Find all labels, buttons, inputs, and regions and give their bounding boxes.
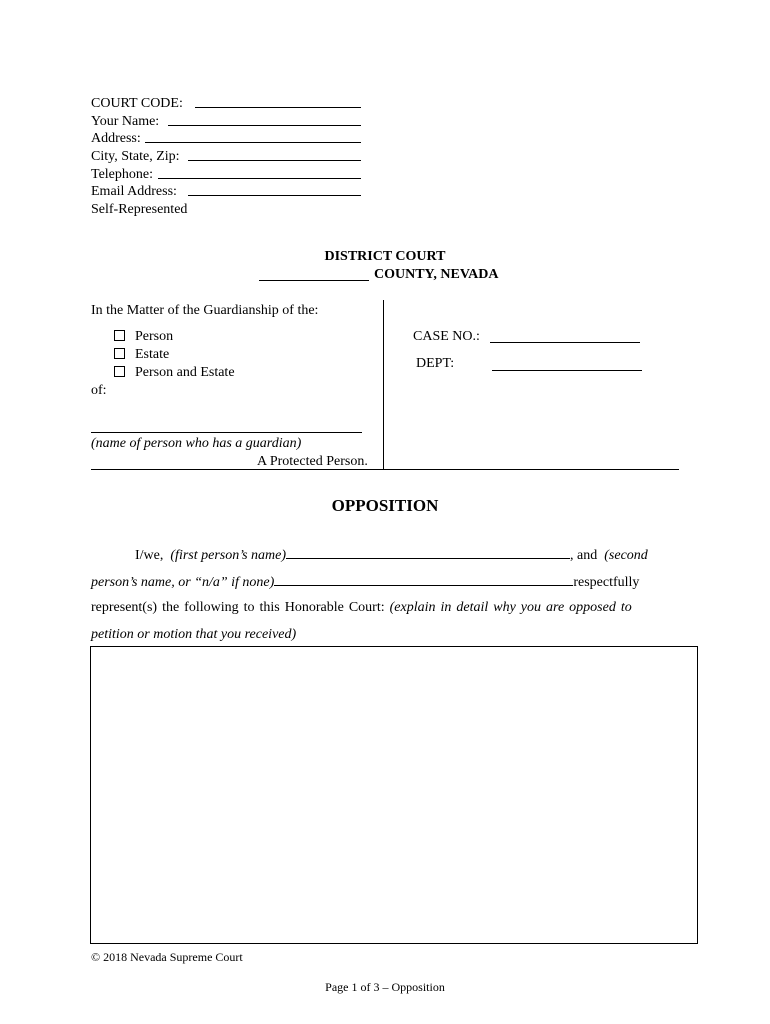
matter-label: In the Matter of the Guardianship of the: — [91, 303, 319, 318]
dept-field[interactable] — [492, 370, 642, 371]
body-line-1 — [91, 544, 675, 564]
iwe-text: I/we, — [135, 548, 164, 563]
body-line-2 — [91, 571, 675, 591]
option-person-and-estate-label: Person and Estate — [135, 365, 235, 380]
and-text: , and — [570, 548, 598, 563]
court-code-label: COURT CODE: — [91, 96, 183, 111]
case-no-label: CASE NO.: — [413, 329, 480, 344]
your-name-field[interactable] — [168, 125, 361, 126]
option-estate-label: Estate — [135, 347, 170, 362]
telephone-label: Telephone: — [91, 167, 153, 182]
address-row — [91, 130, 141, 148]
email-field[interactable] — [188, 195, 361, 196]
court-title: DISTRICT COURT — [324, 249, 446, 264]
body-line-3 — [91, 598, 675, 618]
option-estate[interactable] — [114, 346, 169, 364]
self-represented-row — [91, 201, 187, 219]
protected-person-label: A Protected Person. — [257, 454, 368, 469]
explanation-textarea[interactable] — [90, 646, 698, 944]
your-name-row — [91, 113, 159, 131]
address-field[interactable] — [145, 142, 361, 143]
address-label: Address: — [91, 131, 141, 146]
petition-hint: petition or motion that you received) — [91, 627, 297, 642]
caption-divider-vertical — [383, 300, 384, 469]
first-person-field[interactable] — [286, 544, 570, 559]
respectfully-text: respectfully — [573, 575, 640, 590]
checkbox-icon[interactable] — [114, 348, 125, 359]
protected-person-name-field[interactable] — [91, 432, 362, 433]
of-label: of: — [91, 383, 107, 398]
email-row — [91, 183, 177, 201]
court-code-row — [91, 95, 183, 113]
checkbox-icon[interactable] — [114, 366, 125, 377]
telephone-row — [91, 166, 153, 184]
city-state-zip-label: City, State, Zip: — [91, 149, 180, 164]
self-represented-label: Self-Represented — [91, 202, 188, 217]
second-person-hint-2: person’s name, or “n/a” if none) — [91, 575, 275, 590]
page-number: Page 1 of 3 – Opposition — [325, 980, 445, 994]
name-hint: (name of person who has a guardian) — [91, 436, 302, 451]
checkbox-icon[interactable] — [114, 330, 125, 341]
document-title: OPPOSITION — [331, 496, 439, 515]
body-line-4 — [91, 625, 675, 645]
explain-hint: (explain in detail why you are opposed to — [389, 600, 632, 615]
court-code-field[interactable] — [195, 107, 361, 108]
second-person-hint-1: (second — [604, 548, 648, 563]
dept-label: DEPT: — [416, 356, 455, 371]
email-label: Email Address: — [91, 184, 177, 199]
option-person-and-estate[interactable] — [114, 364, 235, 382]
second-person-field[interactable] — [274, 571, 573, 586]
represent-text: represent(s) the following to this Honorable Court: — [91, 600, 385, 615]
option-person[interactable] — [114, 328, 173, 346]
county-field[interactable] — [259, 280, 369, 281]
caption-divider-horizontal — [91, 469, 679, 470]
case-no-field[interactable] — [490, 342, 640, 343]
first-person-hint: (first person’s name) — [170, 548, 287, 563]
option-person-label: Person — [135, 329, 174, 344]
your-name-label: Your Name: — [91, 114, 160, 129]
telephone-field[interactable] — [158, 178, 361, 179]
copyright: © 2018 Nevada Supreme Court — [91, 950, 243, 964]
city-state-zip-row — [91, 148, 180, 166]
city-state-zip-field[interactable] — [188, 160, 361, 161]
county-label: COUNTY, NEVADA — [374, 267, 499, 282]
